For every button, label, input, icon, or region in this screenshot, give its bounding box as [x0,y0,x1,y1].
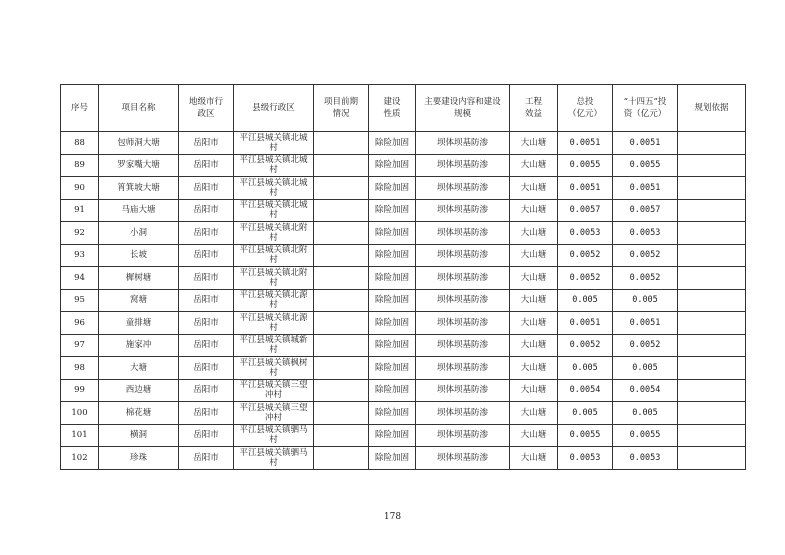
cell-plan: 0.0053 [613,447,678,470]
cell-total: 0.005 [558,357,613,380]
cell-benefit: 大山塘 [510,267,558,290]
cell-city: 岳阳市 [179,379,234,402]
cell-nature: 除险加固 [369,312,416,335]
cell-benefit: 大山塘 [510,402,558,425]
cell-prelim [314,289,369,312]
cell-basis [678,222,746,245]
cell-plan: 0.0057 [613,199,678,222]
cell-city: 岳阳市 [179,289,234,312]
cell-total: 0.0052 [558,267,613,290]
cell-city: 岳阳市 [179,199,234,222]
cell-nature: 除险加固 [369,244,416,267]
cell-content: 坝体坝基防渗 [416,424,510,447]
cell-prelim [314,402,369,425]
cell-seq: 91 [61,199,99,222]
cell-basis [678,289,746,312]
cell-benefit: 大山塘 [510,244,558,267]
table-row [61,402,746,425]
table-row [61,267,746,290]
cell-plan: 0.0051 [613,177,678,200]
cell-nature: 除险加固 [369,132,416,155]
table-row [61,379,746,402]
cell-city: 岳阳市 [179,447,234,470]
cell-total: 0.0051 [558,312,613,335]
cell-seq: 96 [61,312,99,335]
header-county: 县级行政区 [234,85,314,132]
cell-city: 岳阳市 [179,132,234,155]
cell-nature: 除险加固 [369,447,416,470]
cell-county: 平江县城关镇北城村 [234,177,314,200]
cell-county: 平江县城关镇北附村 [234,267,314,290]
cell-benefit: 大山塘 [510,379,558,402]
cell-prelim [314,154,369,177]
cell-plan: 0.0054 [613,379,678,402]
cell-basis [678,402,746,425]
cell-nature: 除险加固 [369,222,416,245]
table-row [61,222,746,245]
table-row [61,334,746,357]
cell-total: 0.0057 [558,199,613,222]
cell-name: 罗家嘴大塘 [99,154,179,177]
cell-content: 坝体坝基防渗 [416,177,510,200]
cell-content: 坝体坝基防渗 [416,379,510,402]
table-row [61,424,746,447]
cell-seq: 101 [61,424,99,447]
cell-nature: 除险加固 [369,177,416,200]
table-row [61,447,746,470]
cell-prelim [314,199,369,222]
cell-content: 坝体坝基防渗 [416,312,510,335]
cell-seq: 102 [61,447,99,470]
table-row [61,199,746,222]
cell-nature: 除险加固 [369,424,416,447]
cell-prelim [314,424,369,447]
cell-basis [678,132,746,155]
cell-county: 平江县城关镇北城村 [234,154,314,177]
cell-seq: 89 [61,154,99,177]
cell-basis [678,379,746,402]
cell-nature: 除险加固 [369,334,416,357]
table-row [61,357,746,380]
cell-prelim [314,244,369,267]
cell-name: 童排塘 [99,312,179,335]
cell-benefit: 大山塘 [510,222,558,245]
cell-benefit: 大山塘 [510,424,558,447]
cell-name: 施家冲 [99,334,179,357]
header-total: 总投 （亿元） [558,85,613,132]
cell-prelim [314,379,369,402]
header-row [61,85,746,132]
cell-benefit: 大山塘 [510,357,558,380]
cell-content: 坝体坝基防渗 [416,334,510,357]
cell-basis [678,447,746,470]
cell-county: 平江县城关镇城新村 [234,334,314,357]
cell-city: 岳阳市 [179,267,234,290]
cell-nature: 除险加固 [369,357,416,380]
cell-content: 坝体坝基防渗 [416,402,510,425]
cell-prelim [314,312,369,335]
cell-city: 岳阳市 [179,357,234,380]
header-basis: 规划依据 [678,85,746,132]
cell-prelim [314,334,369,357]
cell-content: 坝体坝基防渗 [416,447,510,470]
cell-basis [678,312,746,335]
cell-name: 马庙大塘 [99,199,179,222]
cell-total: 0.005 [558,402,613,425]
cell-benefit: 大山塘 [510,334,558,357]
header-benefit: 工程 效益 [510,85,558,132]
cell-content: 坝体坝基防渗 [416,267,510,290]
project-table [60,84,746,470]
header-prelim: 项目前期 情况 [314,85,369,132]
cell-nature: 除险加固 [369,289,416,312]
page-number: 178 [383,512,402,522]
cell-basis [678,424,746,447]
cell-name: 包师洞大塘 [99,132,179,155]
cell-plan: 0.005 [613,402,678,425]
cell-seq: 92 [61,222,99,245]
header-content: 主要建设内容和建设 规模 [416,85,510,132]
cell-benefit: 大山塘 [510,132,558,155]
cell-city: 岳阳市 [179,312,234,335]
cell-county: 平江县城关镇北附村 [234,244,314,267]
cell-basis [678,357,746,380]
cell-basis [678,334,746,357]
cell-plan: 0.005 [613,289,678,312]
cell-total: 0.0055 [558,424,613,447]
cell-seq: 100 [61,402,99,425]
cell-prelim [314,222,369,245]
cell-benefit: 大山塘 [510,447,558,470]
cell-name: 大塘 [99,357,179,380]
cell-plan: 0.0053 [613,222,678,245]
cell-county: 平江县城关镇北源村 [234,312,314,335]
cell-name: 樨树塘 [99,267,179,290]
cell-seq: 95 [61,289,99,312]
cell-name: 筲箕坡大塘 [99,177,179,200]
cell-county: 平江县城关镇北源村 [234,289,314,312]
cell-total: 0.0054 [558,379,613,402]
cell-plan: 0.0055 [613,154,678,177]
cell-benefit: 大山塘 [510,199,558,222]
cell-prelim [314,447,369,470]
cell-content: 坝体坝基防渗 [416,289,510,312]
table-row [61,312,746,335]
cell-prelim [314,177,369,200]
cell-total: 0.005 [558,289,613,312]
cell-plan: 0.0052 [613,334,678,357]
cell-basis [678,199,746,222]
cell-prelim [314,132,369,155]
cell-county: 平江县城关镇北附村 [234,222,314,245]
table-row [61,154,746,177]
cell-city: 岳阳市 [179,177,234,200]
table-row [61,244,746,267]
cell-total: 0.0051 [558,177,613,200]
cell-city: 岳阳市 [179,402,234,425]
cell-city: 岳阳市 [179,424,234,447]
cell-county: 平江县城关镇北城村 [234,132,314,155]
cell-nature: 除险加固 [369,402,416,425]
cell-name: 小洞 [99,222,179,245]
cell-city: 岳阳市 [179,244,234,267]
header-seq: 序号 [61,85,99,132]
cell-total: 0.0052 [558,244,613,267]
header-nature: 建设 性质 [369,85,416,132]
cell-nature: 除险加固 [369,199,416,222]
cell-content: 坝体坝基防渗 [416,244,510,267]
cell-basis [678,177,746,200]
cell-plan: 0.0051 [613,132,678,155]
cell-plan: 0.0055 [613,424,678,447]
header-plan: “十四五”投 资（亿元） [613,85,678,132]
cell-benefit: 大山塘 [510,177,558,200]
cell-county: 平江县城关镇枫树村 [234,357,314,380]
cell-basis [678,154,746,177]
cell-plan: 0.005 [613,357,678,380]
cell-name: 棉花塘 [99,402,179,425]
cell-county: 平江县城关镇三望冲村 [234,379,314,402]
cell-benefit: 大山塘 [510,312,558,335]
table-row [61,177,746,200]
cell-county: 平江县城关镇三望冲村 [234,402,314,425]
cell-nature: 除险加固 [369,267,416,290]
table-row [61,132,746,155]
cell-county: 平江县城关镇北城村 [234,199,314,222]
cell-seq: 98 [61,357,99,380]
cell-content: 坝体坝基防渗 [416,357,510,380]
cell-seq: 88 [61,132,99,155]
cell-plan: 0.0051 [613,312,678,335]
cell-total: 0.0051 [558,132,613,155]
header-city: 地级市行 政区 [179,85,234,132]
table-row [61,289,746,312]
cell-plan: 0.0052 [613,244,678,267]
cell-seq: 97 [61,334,99,357]
cell-nature: 除险加固 [369,379,416,402]
cell-nature: 除险加固 [369,154,416,177]
cell-benefit: 大山塘 [510,289,558,312]
cell-basis [678,267,746,290]
cell-seq: 90 [61,177,99,200]
cell-content: 坝体坝基防渗 [416,199,510,222]
cell-prelim [314,357,369,380]
cell-name: 窝塘 [99,289,179,312]
cell-total: 0.0052 [558,334,613,357]
header-name: 项目名称 [99,85,179,132]
cell-basis [678,244,746,267]
cell-city: 岳阳市 [179,222,234,245]
cell-benefit: 大山塘 [510,154,558,177]
cell-seq: 99 [61,379,99,402]
cell-name: 西边塘 [99,379,179,402]
cell-content: 坝体坝基防渗 [416,222,510,245]
table-body [61,132,746,470]
cell-plan: 0.0052 [613,267,678,290]
cell-total: 0.0053 [558,222,613,245]
cell-name: 横洞 [99,424,179,447]
cell-total: 0.0055 [558,154,613,177]
cell-prelim [314,267,369,290]
cell-seq: 93 [61,244,99,267]
cell-city: 岳阳市 [179,154,234,177]
cell-county: 平江县城关镇驷马村 [234,424,314,447]
cell-name: 长坡 [99,244,179,267]
cell-content: 坝体坝基防渗 [416,154,510,177]
cell-content: 坝体坝基防渗 [416,132,510,155]
cell-name: 珍珠 [99,447,179,470]
cell-seq: 94 [61,267,99,290]
cell-county: 平江县城关镇驷马村 [234,447,314,470]
cell-city: 岳阳市 [179,334,234,357]
cell-total: 0.0053 [558,447,613,470]
